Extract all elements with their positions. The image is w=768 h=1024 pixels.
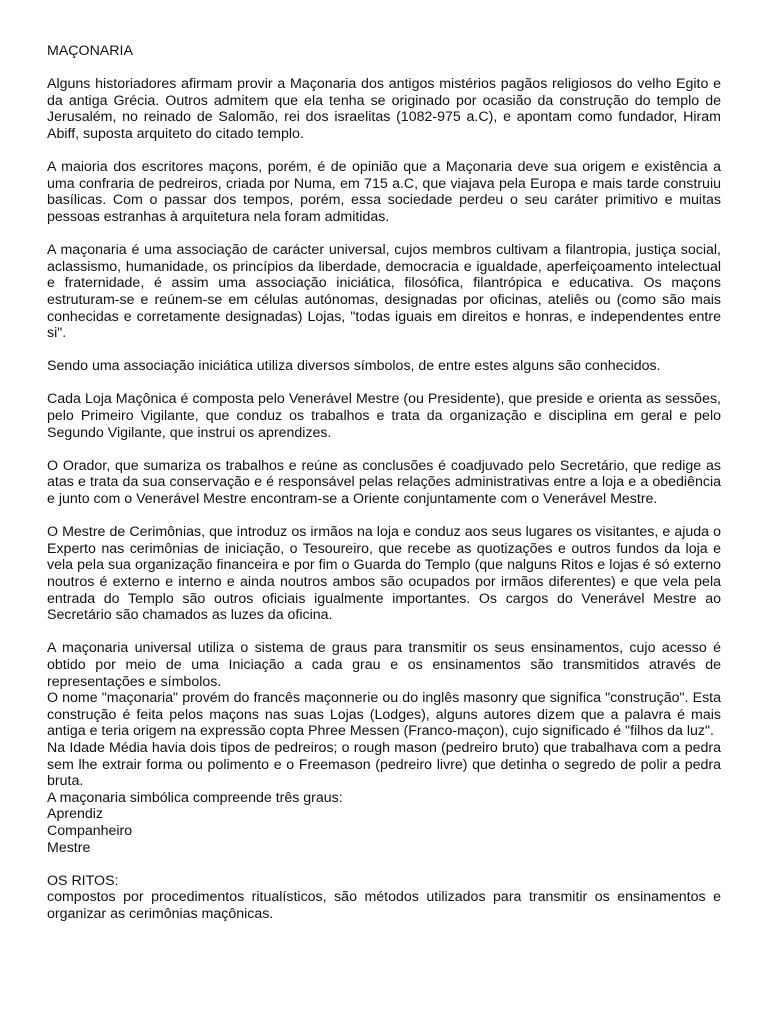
paragraph-graus: A maçonaria universal utiliza o sistema de graus para transmitir os seus ensinamentos, cujo acesso é obtido por meio de uma Iniciação a cada grau e os ensinamentos são transmitidos através de representações e símbolos. <box>47 640 721 690</box>
paragraph-cerimonias: O Mestre de Cerimônias, que introduz os irmãos na loja e conduz aos seus lugares os visitantes, e ajuda o Experto nas cerimônias de iniciação, o Tesoureiro, que recebe as quotizações e outros fundos da loja e vela pela sua organização financeira e por fim o Guarda do Templo (que nalguns Ritos e lojas é só externo noutros é externo e interno e ainda noutros ambos são ocupados por irmãos diferentes) e que vela pela entrada do Templo são outros oficiais igualmente importantes. Os cargos do Venerável Mestre ao Secretário são chamados as luzes da oficina. <box>47 524 721 624</box>
paragraph-idade-media: Na Idade Média havia dois tipos de pedreiros; o rough mason (pedreiro bruto) que trabalhava com a pedra sem lhe extrair forma ou polimento e o Freemason (pedreiro livre) que detinha o segredo de polir a pedra bruta. <box>47 739 721 790</box>
paragraph-simbolica: A maçonaria simbólica compreende três graus: <box>47 789 343 806</box>
degree-list <box>47 806 721 856</box>
paragraph-associacao: A maçonaria é uma associação de carácter universal, cujos membros cultivam a filantropia, justiça social, aclassismo, humanidade, os princípios da liberdade, democracia e igualdade, aperfeiçoamento intelectual e fraternidade, é assim uma associação iniciática, filosófica, filantrópica e educativa. Os maçons estruturam-se e reúnem-se em células autónomas, designadas por oficinas, ateliês ou (como são mais conhecidas e corretamente designadas) Lojas, "todas iguais em direitos e honras, e independentes entre si". <box>47 242 721 342</box>
paragraph-origins: Alguns historiadores afirmam provir a Maçonaria dos antigos mistérios pagãos religiosos do velho Egito e da antiga Grécia. Outros admitem que ela tenha se originado por ocasião da construção do templo de Jerusalém, no reinado de Salomão, rei dos israelitas (1082-975 a.C), e apontam como fundador, Hiram Abiff, suposta arquiteto do citado templo. <box>47 76 721 142</box>
paragraph-confraria: A maioria dos escritores maçons, porém, é de opinião que a Maçonaria deve sua origem e existência a uma confraria de pedreiros, criada por Numa, em 715 a.C, que viajava pela Europa e mais tarde construiu basílicas. Com o passar dos tempos, porém, essa sociedade perdeu o seu caráter primitivo e muitas pessoas estranhas à arquitetura nela foram admitidas. <box>47 159 721 225</box>
paragraph-nome: O nome "maçonaria" provém do francês maçonnerie ou do inglês masonry que significa "construção". Esta construção é feita pelos maçons nas suas Lojas (Lodges), alguns autores dizem que a palavra é mais antiga e teria origem na expressão copta Phree Messen (Franco-maçon), cujo significado é "filhos da luz". <box>47 690 721 740</box>
paragraph-ritos: compostos por procedimentos ritualísticos, são métodos utilizados para transmitir os ensinamentos e organizar as cerimônias maçônicas. <box>47 889 721 922</box>
paragraph-loja: Cada Loja Maçônica é composta pelo Venerável Mestre (ou Presidente), que preside e orienta as sessões, pelo Primeiro Vigilante, que conduz os trabalhos e trata da organização e disciplina em geral e pelo Segundo Vigilante, que instrui os aprendizes. <box>47 391 721 441</box>
document-page <box>47 43 721 922</box>
paragraph-orador: O Orador, que sumariza os trabalhos e reúne as conclusões é coadjuvado pelo Secretário, que redige as atas e trata da sua conservação e é responsável pelas relações administrativas entre a loja e a obediência e junto com o Venerável Mestre encontram-se a Oriente conjuntamente com o Venerável Mestre. <box>47 457 721 508</box>
paragraph-simbolos: Sendo uma associação iniciática utiliza diversos símbolos, de entre estes alguns são conhecidos. <box>47 358 661 375</box>
ritos-heading: OS RITOS: <box>47 872 119 889</box>
page-title: MAÇONARIA <box>47 43 133 59</box>
list-item: Companheiro <box>47 822 133 839</box>
list-item: Mestre <box>47 839 91 856</box>
list-item: Aprendiz <box>47 806 103 823</box>
